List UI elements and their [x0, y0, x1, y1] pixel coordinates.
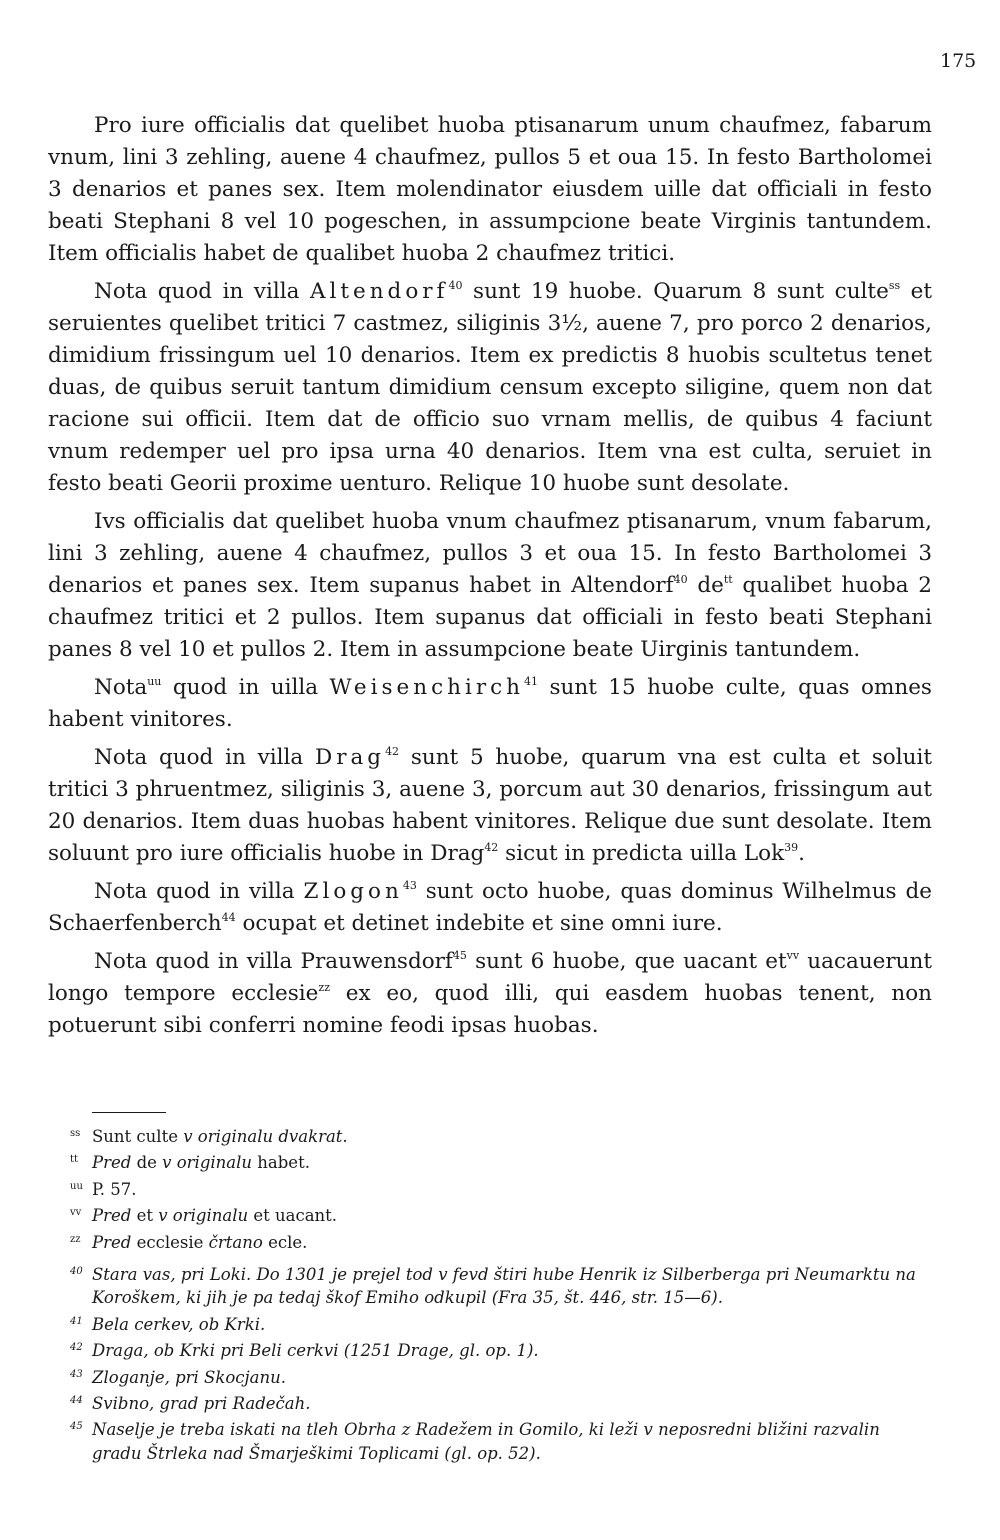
footnote-mark: 40: [70, 1266, 83, 1278]
footnote-42: [48, 1336, 932, 1362]
footnote-ref: tt: [723, 573, 733, 586]
paragraph-text: Nota quod in villa: [94, 745, 304, 770]
footnote-uu: [48, 1175, 932, 1201]
paragraph-text: sicut in predicta uilla Lok: [505, 841, 785, 866]
place-name: Altendorf: [309, 279, 449, 304]
paragraph-text: sunt 19 huobe. Quarum 8 sunt culte: [473, 279, 889, 304]
footnote-text: črtano: [208, 1232, 263, 1252]
footnote-ref: 40: [448, 279, 463, 292]
footnote-text: Bela cerkev, ob Krki.: [92, 1314, 266, 1334]
footnote-44: [48, 1389, 932, 1415]
paragraph-text: sunt 15 huobe culte, quas omnes habent vinitores.: [48, 675, 932, 732]
footnote-text: v originalu: [158, 1206, 249, 1226]
paragraph-text: .: [798, 841, 805, 866]
footnote-mark: 42: [70, 1342, 83, 1354]
page-number: 175: [940, 50, 977, 72]
paragraph-text: quod in uilla: [172, 675, 319, 700]
footnote-41: [48, 1310, 932, 1336]
paragraph-text: uacauerunt longo tempore ecclesie: [48, 949, 933, 1006]
footnote-ref: 39: [784, 841, 799, 854]
footnote-text: Stara vas, pri Loki. Do 1301 je prejel tod v fevd štiri hube Henrik iz Silberberga pri Neumarktu na Koroškem, ki jih je pa tedaj škof Emiho odkupil (Fra 35, št. 446, str. 15—6).: [92, 1265, 916, 1308]
footnote-text: Pred: [92, 1232, 132, 1252]
footnote-mark: ss: [70, 1128, 81, 1139]
footnote-ref: 42: [484, 841, 499, 854]
footnote-mark: uu: [70, 1180, 83, 1192]
footnote-mark: tt: [70, 1154, 79, 1166]
footnote-ref: 42: [385, 745, 400, 758]
footnote-mark: vv: [70, 1207, 82, 1219]
paragraph-text: Nota quod in villa Prauwensdorf: [94, 949, 453, 974]
footnote-ref: vv: [786, 949, 800, 962]
footnote-text: et: [136, 1206, 153, 1226]
paragraph-text: de: [697, 573, 724, 598]
paragraph-5: [48, 742, 932, 870]
footnote-40: [48, 1260, 932, 1310]
footnote-ref: uu: [147, 675, 162, 688]
footnotes: [48, 1122, 932, 1465]
paragraph-6: [48, 876, 932, 940]
footnote-ss: [48, 1122, 932, 1148]
footnote-mark: zz: [70, 1233, 81, 1245]
footnote-text: v originalu dvakrat.: [183, 1127, 348, 1146]
place-name: Weisenchirch: [329, 675, 525, 700]
footnote-mark: 45: [70, 1421, 83, 1433]
paragraph-text: Ivs officialis dat quelibet huoba vnum chaufmez ptisanarum, vnum fabarum, lini 3 zehling, auene 4 chaufmez, pullos 3 et oua 15. In festo Bartholomei 3 denarios et panes sex. Item supanus habet in Altendorf: [48, 509, 932, 598]
footnote-text: ecle.: [268, 1232, 308, 1252]
footnote-ref: ss: [888, 279, 901, 292]
footnote-ref: zz: [318, 981, 330, 994]
footnote-mark: 43: [70, 1368, 83, 1380]
paragraph-text: Nota quod in villa: [94, 879, 295, 904]
footnote-tt: [48, 1148, 932, 1174]
paragraph-text: qualibet huoba 2 chaufmez tritici et 2 pullos. Item supanus dat officiali in festo beati Stephani panes 8 vel 10 et pullos 2. Item in assumpcione beate Uirginis tantundem.: [48, 573, 932, 662]
paragraph-1: [48, 110, 932, 270]
footnote-text: et uacant.: [253, 1206, 338, 1226]
footnote-ref: 43: [402, 879, 417, 892]
footnote-mark: 41: [70, 1315, 83, 1327]
place-name: Zlogon: [303, 879, 403, 904]
footnote-vv: [48, 1201, 932, 1227]
paragraph-text: et seruientes quelibet tritici 7 castmez, siliginis 3½, auene 7, pro porco 2 denarios, dimidium frissingum uel 10 denarios. Item ex predictis 8 huobis scultetus tenet duas, de quibus seruit tantum dimidium censum excepto siligine, quem non dat racione sui officii. Item dat de officio suo vrnam mellis, de quibus 4 faciunt vnum redemper uel pro ipsa urna 40 denarios. Item vna est culta, seruiet in festo beati Georii proxime uenturo. Relique 10 huobe sunt desolate.: [48, 279, 933, 496]
paragraph-text: Pro iure officialis dat quelibet huoba ptisanarum unum chaufmez, fabarum vnum, lini 3 zehling, auene 4 chaufmez, pullos 5 et oua 15. In festo Bartholomei 3 denarios et panes sex. Item molendinator eiusdem uille dat officiali in festo beati Stephani 8 vel 10 pogeschen, in assumpcione beate Virginis tantundem. Item officialis habet de qualibet huoba 2 chaufmez tritici.: [48, 113, 932, 266]
footnote-43: [48, 1363, 932, 1389]
paragraph-2: [48, 276, 932, 500]
footnote-text: Pred: [92, 1153, 132, 1173]
paragraph-text: sunt 5 huobe, quarum vna est culta et soluit tritici 3 phruentmez, siliginis 3, auene 3, porcum aut 30 denarios, frissingum aut 20 denarios. Item duas huobas habent vinitores. Relique due sunt desolate. Item soluunt pro iure officialis huobe in Drag: [48, 745, 932, 866]
paragraph-text: sunt octo huobe, quas dominus Wilhelmus de Schaerfenberch: [48, 879, 932, 936]
place-name: Drag: [314, 745, 386, 770]
main-text: [48, 110, 932, 1048]
footnote-mark: 44: [70, 1395, 83, 1407]
footnote-zz: [48, 1228, 932, 1254]
paragraph-text: sunt 6 huobe, que uacant et: [475, 949, 787, 974]
footnote-ref: 41: [524, 675, 539, 688]
footnote-text: Svibno, grad pri Radečah.: [92, 1394, 311, 1414]
footnote-text: de: [136, 1153, 157, 1173]
paragraph-4: [48, 672, 932, 736]
footnote-text: habet.: [257, 1153, 310, 1173]
footnote-text: Zloganje, pri Skocjanu.: [92, 1367, 286, 1387]
footnote-text: v originalu: [162, 1153, 253, 1173]
paragraph-text: ex eo, quod illi, qui easdem huobas tenent, non potuerunt sibi conferri nomine feodi ipsas huobas.: [48, 981, 932, 1038]
paragraph-7: [48, 946, 932, 1042]
footnote-text: P. 57.: [92, 1179, 137, 1199]
footnote-text: Pred: [92, 1206, 132, 1226]
footnote-text: Sunt culte: [92, 1127, 178, 1146]
footnote-ref: 40: [673, 573, 688, 586]
footnote-divider: [92, 1112, 166, 1113]
paragraph-text: Nota quod in villa: [94, 279, 300, 304]
paragraph-text: Nota: [94, 675, 148, 700]
footnote-ref: 44: [221, 911, 236, 924]
footnote-45: [48, 1415, 932, 1465]
footnote-ref: 45: [452, 949, 467, 962]
footnote-text: ecclesie: [136, 1232, 204, 1252]
paragraph-text: ocupat et detinet indebite et sine omni iure.: [242, 911, 723, 936]
footnote-text: Naselje je treba iskati na tleh Obrha z Radežem in Gomilo, ki leži v neposredni bližini razvalin gradu Štrleka nad Šmarješkimi Toplicami (gl. op. 52).: [92, 1420, 880, 1463]
paragraph-3: [48, 506, 932, 666]
footnote-text: Draga, ob Krki pri Beli cerkvi (1251 Drage, gl. op. 1).: [92, 1341, 539, 1361]
